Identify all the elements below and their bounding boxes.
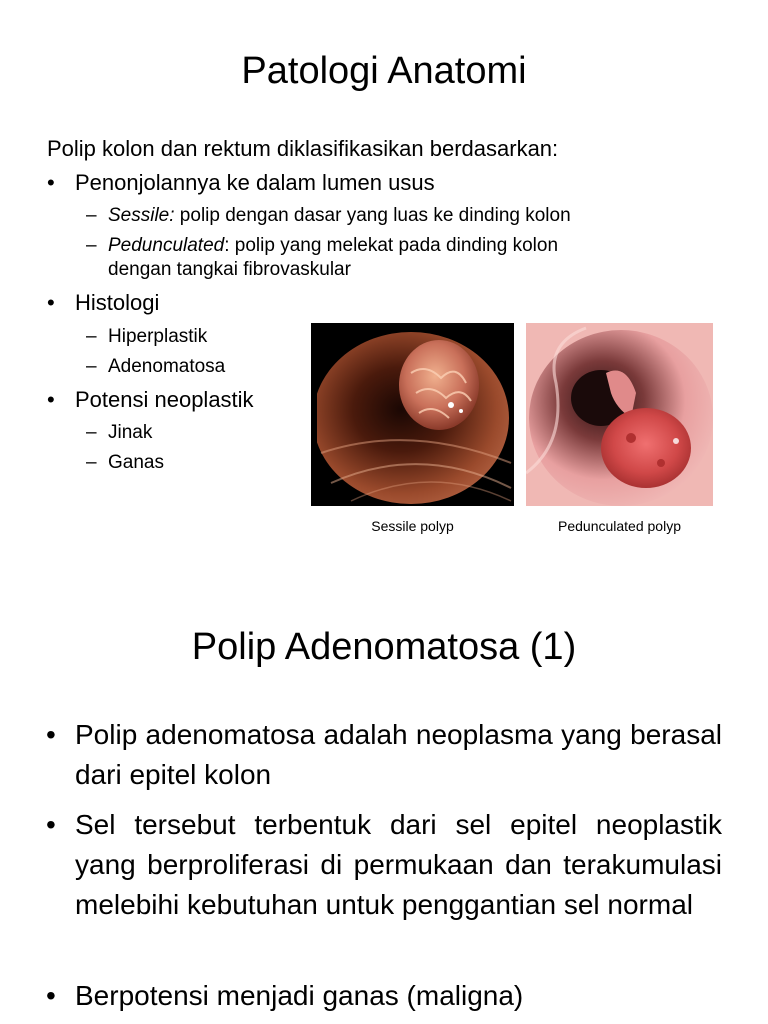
sub-sessile: – Sessile: polip dengan dasar yang luas ke dinding kolon [86,205,571,226]
bullet-potensi: • Potensi neoplastik [47,387,254,412]
intro-text: Polip kolon dan rektum diklasifikasikan berdasarkan: [47,136,559,161]
sub-jinak: – Jinak [86,422,153,443]
bullet-sel-epitel: • Sel tersebut terbentuk dari sel epitel neoplastik yang berproliferasi di permukaan dan terakumulasi melebihi kebutuhan untuk penggantian sel normal [46,809,722,920]
sub-pedunculated: – Pedunculated: polip yang melekat pada dinding kolon dengan tangkai fibrovaskular [86,235,559,280]
slide-polip-adenomatosa [0,600,768,1024]
bullet-definisi: • Polip adenomatosa adalah neoplasma yang berasal dari epitel kolon [46,719,722,790]
sub-hiperplastik: – Hiperplastik [86,326,208,347]
sub-adenomatosa: – Adenomatosa [86,356,226,377]
bullet-histologi: • Histologi [47,290,160,315]
pedunculated-polyp-image [526,323,713,506]
caption-pedunculated: Pedunculated polyp [558,518,681,534]
caption-sessile: Sessile polyp [371,518,454,534]
bullet-penonjolan: • Penonjolannya ke dalam lumen usus [47,170,435,195]
sub-ganas: – Ganas [86,452,164,473]
bullet-berpotensi: • Berpotensi menjadi ganas (maligna) [46,980,524,1011]
slide-title: Patologi Anatomi [241,50,527,92]
slide-title: Polip Adenomatosa (1) [191,626,577,668]
sessile-polyp-image [311,323,514,506]
